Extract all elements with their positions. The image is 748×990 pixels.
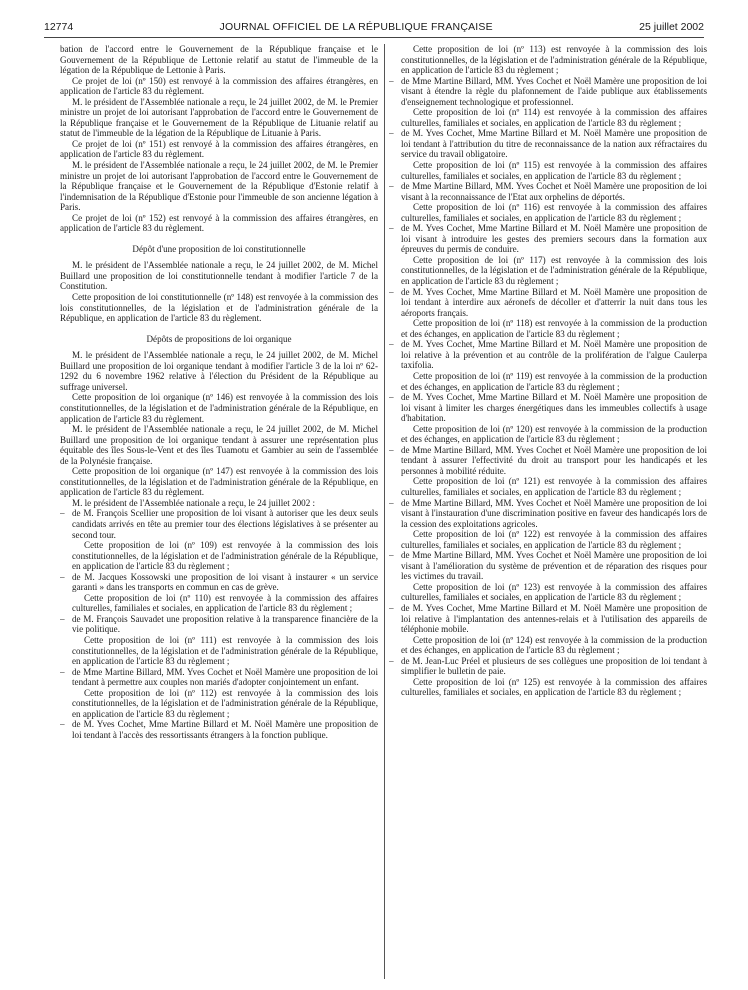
list-item: – de Mme Martine Billard, MM. Yves Cochet et Noël Mamère une proposition de loi tendant à permettre aux couples non mariés d'adopter conjointement un enfant. [60,666,378,688]
paragraph: Ce projet de loi (nº 152) est renvoyé à la commission des affaires étrangères, en application de l'article 83 du règlement. [60,212,378,234]
page-number: 12774 [44,21,74,33]
section-heading: Dépôt d'une proposition de loi constitutionnelle [132,243,306,254]
right-column [389,44,707,979]
list-item: – de M. Yves Cochet, Mme Martine Billard et M. Noël Mamère une proposition de loi tendant à l'accès des ressortissants étrangers à la fonction publique. [60,719,378,740]
referral: Cette proposition de loi (nº 115) est renvoyée à la commission des affaires culturelles, familiales et sociales, en application de l'article 83 du règlement ; [401,160,707,181]
referral: Cette proposition de loi (nº 125) est renvoyée à la commission des affaires culturelles, familiales et sociales, en application de l'article 83 du règlement ; [401,676,707,698]
paragraph: M. le président de l'Assemblée nationale a reçu, le 24 juillet 2002, de M. Michel Buillard une proposition de loi organique tendant à modifier l'article 3 de la loi nº 62-1292 du 6 novembre 1962 relative à l'élection du Président de la République au suffrage universel. [60,350,378,392]
referral: Cette proposition de loi (nº 112) est renvoyée à la commission des lois constitutionnelles, de la législation et de l'administration générale de la République, en application de l'article 83 du règlement ; [72,687,378,719]
paragraph: M. le président de l'Assemblée nationale a reçu, le 24 juillet 2002, de M. le Premier ministre un projet de loi autorisant l'approbation de l'accord entre le Gouvernement de la République française et le Gouvernement de la République d'Estonie relatif à l'indemnisation de la République d'Estonie pour l'immeuble de son ancienne légation à Paris. [60,160,378,213]
list-item: – de Mme Martine Billard, MM. Yves Cochet et Noël Mamère une proposition de loi visant à étendre la règle du plafonnement de l'aide publique aux établissements d'enseignement technologique et professionnel. [389,75,707,107]
list-item: – de M. Yves Cochet, Mme Martine Billard et M. Noël Mamère une proposition de loi tendant à interdire aux aéronefs de décoller et d'atterrir la nuit dans tous les aéroports français. [389,286,707,318]
referral: Cette proposition de loi (nº 121) est renvoyée à la commission des affaires culturelles, familiales et sociales, en application de l'article 83 du règlement ; [401,476,707,497]
header-rule [44,37,704,38]
referral: Cette proposition de loi (nº 122) est renvoyée à la commission des affaires culturelles, familiales et sociales, en application de l'article 83 du règlement ; [401,529,707,550]
column-divider [384,44,385,979]
paragraph: Cette proposition de loi organique (nº 147) est renvoyée à la commission des lois constitutionnelles, de la législation et de l'administration générale de la République, en application de l'article 83 du règlement. [60,466,378,498]
referral: Cette proposition de loi (nº 118) est renvoyée à la commission de la production et des échanges, en application de l'article 83 du règlement ; [401,318,707,339]
referral: Cette proposition de loi (nº 113) est renvoyée à la commission des lois constitutionnelles, de la législation et de l'administration générale de la République, en application de l'article 83 du règlement ; [401,44,707,76]
referral: Cette proposition de loi (nº 109) est renvoyée à la commission des lois constitutionnelles, de la législation et de l'administration générale de la République, en application de l'article 83 du règlement ; [72,540,378,572]
list-item: – de Mme Martine Billard, MM. Yves Cochet et Noël Mamère une proposition de loi visant à la reconnaissance de l'Etat aux orphelins de déportés. [389,181,707,202]
referral: Cette proposition de loi (nº 114) est renvoyée à la commission des affaires culturelles, familiales et sociales, en application de l'article 83 du règlement ; [401,107,707,128]
referral: Cette proposition de loi (nº 116) est renvoyée à la commission des affaires culturelles, familiales et sociales, en application de l'article 83 du règlement ; [401,202,707,223]
list-item: – de M. Jean-Luc Préel et plusieurs de ses collègues une proposition de loi tendant à simplifier le bulletin de paie. [389,655,707,677]
paragraph: M. le président de l'Assemblée nationale a reçu, le 24 juillet 2002, de M. le Premier ministre un projet de loi autorisant l'approbation de l'accord entre le Gouvernement de la République française et le Gouvernement de la République de Lituanie relatif au statut de l'immeuble de la légation de la République de Lituanie à Paris. [60,96,378,139]
list-item: – de M. François Sauvadet une proposition relative à la transparence financière de la vie politique. [60,613,378,635]
referral: Cette proposition de loi (nº 119) est renvoyée à la commission de la production et des échanges, en application de l'article 83 du règlement ; [401,370,707,392]
list-item: – de M. François Scellier une proposition de loi visant à autoriser que les deux seuls candidats arrivés en tête au premier tour des élections législatives à se présenter au second tour. [60,508,378,540]
left-column [60,44,378,979]
list-item: – de M. Jacques Kossowski une proposition de loi visant à instaurer « un service garanti » dans les transports en commun en cas de grève. [60,571,378,593]
paragraph: bation de l'accord entre le Gouvernement de la République française et le Gouvernement de la République de Lettonie relatif au statut de l'immeuble de la légation de la République de Lettonie à Paris. [60,44,378,76]
paragraph: Cette proposition de loi constitutionnelle (nº 148) est renvoyée à la commission des lois constitutionnelles, de la législation et de l'administration générale de la République, en application de l'article 83 du règlement. [60,292,378,324]
issue-date: 25 juillet 2002 [639,21,704,33]
referral: Cette proposition de loi (nº 120) est renvoyée à la commission de la production et des échanges, en application de l'article 83 du règlement ; [401,423,707,445]
paragraph: Cette proposition de loi organique (nº 146) est renvoyée à la commission des lois constitutionnelles, de la législation et de l'administration générale de la République, en application de l'article 83 du règlement. [60,392,378,424]
paragraph: Ce projet de loi (nº 151) est renvoyé à la commission des affaires étrangères, en application de l'article 83 du règlement. [60,138,378,160]
paragraph: M. le président de l'Assemblée nationale a reçu, le 24 juillet 2002, de M. Michel Buillard une proposition de loi constitutionnelle tendant à modifier l'article 7 de la Constitution. [60,260,378,292]
list-item: – de Mme Martine Billard, MM. Yves Cochet et Noël Mamère une proposition de loi tendant à assurer l'effectivité du droit au transport pour les handicapés et les personnes à mobilité réduite. [389,444,707,476]
referral: Cette proposition de loi (nº 117) est renvoyée à la commission des lois constitutionnelles, de la législation et de l'administration générale de la République, en application de l'article 83 du règlement ; [401,254,707,287]
list-item: – de M. Yves Cochet, Mme Martine Billard et M. Noël Mamère une proposition de loi visant à introduire les gestes des premiers secours dans la formation aux épreuves du permis de conduire. [389,223,707,255]
list-item: – de Mme Martine Billard, MM. Yves Cochet et Noël Mamère une proposition de loi visant à l'instauration d'une discrimination positive en faveur des handicapés lors de la cession des exploitations agricoles. [389,497,707,529]
journal-title: JOURNAL OFFICIEL DE LA RÉPUBLIQUE FRANÇAISE [219,21,493,33]
paragraph: M. le président de l'Assemblée nationale a reçu, le 24 juillet 2002, de M. Michel Buillard une proposition de loi organique tendant à assurer une représentation plus équitable des îles Sous-le-Vent et des îles Tuamotu et Gambier au sein de l'assemblée de la Polynésie française. [60,424,378,466]
paragraph: Ce projet de loi (nº 150) est renvoyé à la commission des affaires étrangères, en application de l'article 83 du règlement. [60,75,378,97]
list-item: – de Mme Martine Billard, MM. Yves Cochet et Noël Mamère une proposition de loi visant à l'amélioration du système de prévention et de réparation des risques pour les victimes du travail. [389,550,707,582]
referral: Cette proposition de loi (nº 111) est renvoyée à la commission des lois constitutionnelles, de la législation et de l'administration générale de la République, en application de l'article 83 du règlement ; [72,634,378,667]
list-item: – de M. Yves Cochet, Mme Martine Billard et M. Noël Mamère une proposition de loi tendant à l'attribution du titre de reconnaissance de la nation aux réfractaires du service du travail obligatoire. [389,128,707,160]
entry-list [60,508,378,740]
list-item: – de M. Yves Cochet, Mme Martine Billard et M. Noël Mamère une proposition de loi relative à l'implantation des antennes-relais et à l'utilisation des appareils de téléphonie mobile. [389,602,707,635]
page-header [44,16,704,38]
referral: Cette proposition de loi (nº 123) est renvoyée à la commission des affaires culturelles, familiales et sociales, en application de l'article 83 du règlement ; [401,581,707,603]
referral: Cette proposition de loi (nº 124) est renvoyée à la commission de la production et des échanges, en application de l'article 83 du règlement ; [401,634,707,656]
list-item: – de M. Yves Cochet, Mme Martine Billard et M. Noël Mamère une proposition de loi visant à limiter les charges énergétiques dans les immeubles collectifs à usage d'habitation. [389,392,707,424]
list-item: – de M. Yves Cochet, Mme Martine Billard et M. Noël Mamère une proposition de loi relative à la prévention et au contrôle de la prolifération de l'algue Caulerpa taxifolia. [389,339,707,371]
section-heading: Dépôts de propositions de loi organique [146,333,292,344]
paragraph: M. le président de l'Assemblée nationale a reçu, le 24 juillet 2002 : [72,497,316,508]
referral: Cette proposition de loi (nº 110) est renvoyée à la commission des affaires culturelles, familiales et sociales, en application de l'article 83 du règlement ; [72,592,378,614]
